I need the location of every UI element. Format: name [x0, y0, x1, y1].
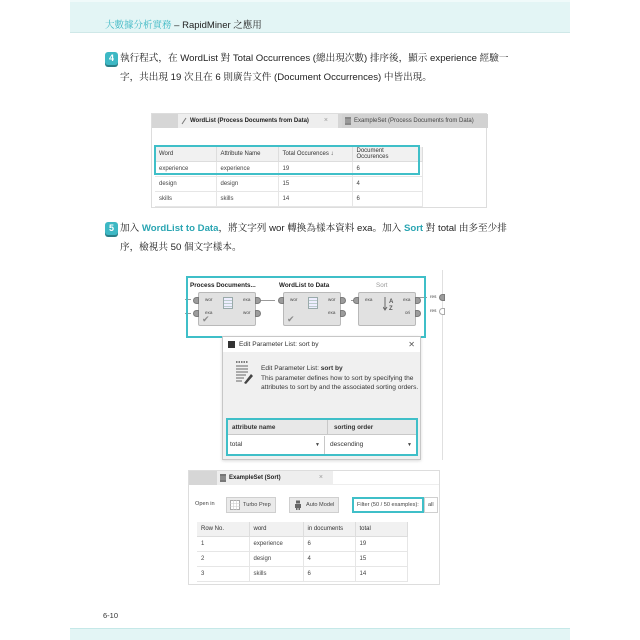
- cell-attribute-name: skills: [216, 191, 278, 206]
- cell-documents: 4: [352, 176, 422, 191]
- table-row[interactable]: [155, 191, 422, 206]
- open-in-label: Open in: [195, 501, 215, 507]
- result-tabbar: [189, 471, 439, 485]
- port-label: exa: [328, 310, 336, 315]
- operator-process-documents[interactable]: [198, 292, 256, 326]
- column-header-sorting-order: sorting order: [327, 420, 373, 435]
- tab-label: ExampleSet (Process Documents from Data): [354, 118, 474, 124]
- cell-word: experience: [249, 536, 303, 551]
- svg-text:A: A: [389, 299, 394, 305]
- step-4-text: 執行程式，在 WordList 對 Total Occurrences (總出現次數) 排序後，顯示 experience 經驗一字，共出現 19 次且在 6 則廣告文件 (Document Occurrences) 中皆出現。: [120, 53, 509, 83]
- output-port-ori[interactable]: [415, 310, 421, 317]
- result-port-1[interactable]: [439, 294, 445, 301]
- edit-parameter-list-dialog: [222, 336, 421, 460]
- parameter-row: [228, 436, 416, 454]
- wordlist-table: [155, 147, 423, 207]
- port-label: wor: [243, 310, 251, 315]
- output-port-exa[interactable]: [255, 297, 261, 304]
- operator-wordlist-to-data[interactable]: [283, 292, 341, 326]
- exampleset-toolbar: [189, 497, 439, 515]
- column-header-row-no[interactable]: Row No.: [197, 522, 249, 536]
- check-icon: ✔: [202, 314, 210, 324]
- table-row[interactable]: [197, 566, 407, 581]
- port-label: exa: [403, 297, 411, 302]
- table-row[interactable]: [197, 551, 407, 566]
- output-port-exa[interactable]: [415, 297, 421, 304]
- close-icon[interactable]: ✕: [408, 340, 415, 349]
- document-icon: [223, 297, 233, 309]
- book-title-subtitle: – RapidMiner 之應用: [171, 20, 262, 31]
- port-label: exa: [205, 310, 213, 315]
- auto-model-button[interactable]: [289, 497, 339, 513]
- dialog-help-text: This parameter defines how to sort by specifying the attributes to sort by and the associated sorting orders.: [261, 374, 419, 392]
- dialog-titlebar: [223, 337, 420, 352]
- cell-word: skills: [155, 191, 216, 206]
- step-number-badge: 5: [105, 222, 118, 235]
- output-port-wor[interactable]: [340, 297, 346, 304]
- button-label: Auto Model: [306, 502, 335, 508]
- wire: [185, 313, 191, 314]
- exampleset-result-panel: [188, 470, 440, 585]
- wordlist-icon: [181, 117, 187, 125]
- dropdown-arrow-icon: ▼: [407, 442, 412, 448]
- tab-label: ExampleSet (Sort): [229, 475, 281, 481]
- input-port-exa[interactable]: [353, 297, 359, 304]
- column-header-total-occurrences[interactable]: Total Occurences ↓: [278, 147, 352, 161]
- wire: [185, 299, 191, 300]
- exampleset-table: [197, 522, 408, 582]
- filter-label: Filter (50 / 50 examples):: [357, 502, 419, 508]
- cell-row-no: 3: [197, 566, 249, 581]
- parameter-list-header: [228, 420, 416, 435]
- svg-text:Z: Z: [389, 306, 393, 312]
- operator-sort[interactable]: [358, 292, 416, 326]
- operator-label-process-documents: Process Documents...: [190, 282, 256, 289]
- output-port-wor[interactable]: [255, 310, 261, 317]
- tab-exampleset-sort[interactable]: [217, 471, 333, 485]
- table-icon: [220, 474, 226, 482]
- attribute-name-dropdown[interactable]: [228, 436, 324, 454]
- tab-label: WordList (Process Documents from Data): [190, 118, 309, 124]
- input-port-wor[interactable]: [193, 297, 199, 304]
- cell-word: design: [155, 176, 216, 191]
- result-port-2[interactable]: [439, 308, 445, 315]
- table-row[interactable]: [197, 536, 407, 551]
- port-label: exa: [365, 297, 373, 302]
- cell-documents: 6: [352, 191, 422, 206]
- cell-total: 14: [278, 191, 352, 206]
- filter-value: all: [428, 502, 434, 508]
- tab-wordlist[interactable]: [178, 114, 338, 128]
- port-label: wor: [290, 297, 298, 302]
- cell-documents: 6: [352, 161, 422, 176]
- cell-total: 19: [355, 536, 407, 551]
- cell-attribute-name: experience: [216, 161, 278, 176]
- input-port-wor[interactable]: [278, 297, 284, 304]
- edit-list-icon: [235, 361, 253, 385]
- result-port-label: res: [430, 308, 437, 313]
- cell-attribute-name: design: [216, 176, 278, 191]
- page-footer-band: [70, 628, 570, 640]
- table-icon: [345, 117, 351, 125]
- table-row[interactable]: [155, 161, 422, 176]
- column-header-attribute-name[interactable]: Attribute Name: [216, 147, 278, 161]
- port-label: exa: [243, 297, 251, 302]
- port-label: wor: [328, 297, 336, 302]
- port-label: wor: [205, 297, 213, 302]
- operator-label-sort: Sort: [376, 282, 388, 289]
- cell-in-documents: 4: [303, 551, 355, 566]
- cell-total: 15: [355, 551, 407, 566]
- robot-icon: [293, 500, 303, 510]
- sorting-order-dropdown[interactable]: [324, 436, 416, 454]
- book-title-highlight: 大數據分析實務: [105, 20, 172, 31]
- grid-icon: [230, 500, 240, 510]
- cell-in-documents: 6: [303, 536, 355, 551]
- cell-in-documents: 6: [303, 566, 355, 581]
- dialog-description: [261, 364, 419, 393]
- cell-total: 19: [278, 161, 352, 176]
- filter-dropdown[interactable]: [352, 497, 424, 513]
- column-header-total[interactable]: total: [355, 522, 407, 536]
- sort-az-icon: [383, 296, 395, 312]
- result-tabbar: [152, 114, 486, 128]
- dialog-title: Edit Parameter List: sort by: [239, 341, 319, 348]
- close-icon[interactable]: ×: [323, 117, 328, 124]
- cell-word: experience: [155, 161, 216, 176]
- column-header-attribute-name: attribute name: [232, 424, 276, 431]
- keyword-wordlist-to-data: WordList to Data: [141, 223, 219, 234]
- button-label: Turbo Prep: [243, 502, 271, 508]
- step-4: [108, 49, 520, 87]
- parameter-list-table: [226, 418, 418, 456]
- step-5-text: 對 total 由多至少排序，檢視共 50 個文字樣本。: [120, 223, 507, 253]
- operator-label-wordlist-to-data: WordList to Data: [279, 282, 330, 289]
- cell-total: 14: [355, 566, 407, 581]
- app-icon: [228, 341, 235, 348]
- cell-total: 15: [278, 176, 352, 191]
- document-icon: [308, 297, 318, 309]
- step-5: [108, 219, 520, 257]
- turbo-prep-button[interactable]: [226, 497, 276, 513]
- check-icon: ✔: [287, 314, 295, 324]
- attribute-name-value: total: [230, 441, 243, 448]
- column-header-document-occurrences[interactable]: Document Occurences: [352, 147, 422, 161]
- column-header-word[interactable]: Word: [155, 147, 216, 161]
- sorting-order-value: descending: [330, 441, 364, 448]
- result-port-label: res: [430, 294, 437, 299]
- page-number: 6-10: [103, 611, 119, 620]
- dropdown-arrow-icon: ▼: [315, 442, 320, 448]
- input-port-exa[interactable]: [193, 310, 199, 317]
- column-header-word[interactable]: word: [249, 522, 303, 536]
- step-5-text: 加入: [120, 223, 142, 234]
- dialog-heading-param: sort by: [320, 365, 343, 372]
- table-row[interactable]: [155, 176, 422, 191]
- step-number-badge: 4: [105, 52, 118, 65]
- tab-exampleset[interactable]: [342, 114, 488, 128]
- cell-row-no: 2: [197, 551, 249, 566]
- cell-word: design: [249, 551, 303, 566]
- wire: [261, 300, 275, 301]
- cell-row-no: 1: [197, 536, 249, 551]
- port-label: ori: [405, 310, 411, 315]
- step-5-text: ，將文字列 wor 轉換為樣本資料 exa。加入: [218, 223, 404, 234]
- keyword-sort: Sort: [403, 223, 424, 234]
- book-title: [105, 17, 262, 31]
- dialog-heading: Edit Parameter List:: [261, 365, 321, 372]
- output-port-exa[interactable]: [340, 310, 346, 317]
- close-icon[interactable]: ×: [318, 474, 323, 481]
- wordlist-result-panel: [151, 113, 487, 208]
- column-header-in-documents[interactable]: in documents: [303, 522, 355, 536]
- cell-word: skills: [249, 566, 303, 581]
- filter-value-select[interactable]: [424, 497, 438, 513]
